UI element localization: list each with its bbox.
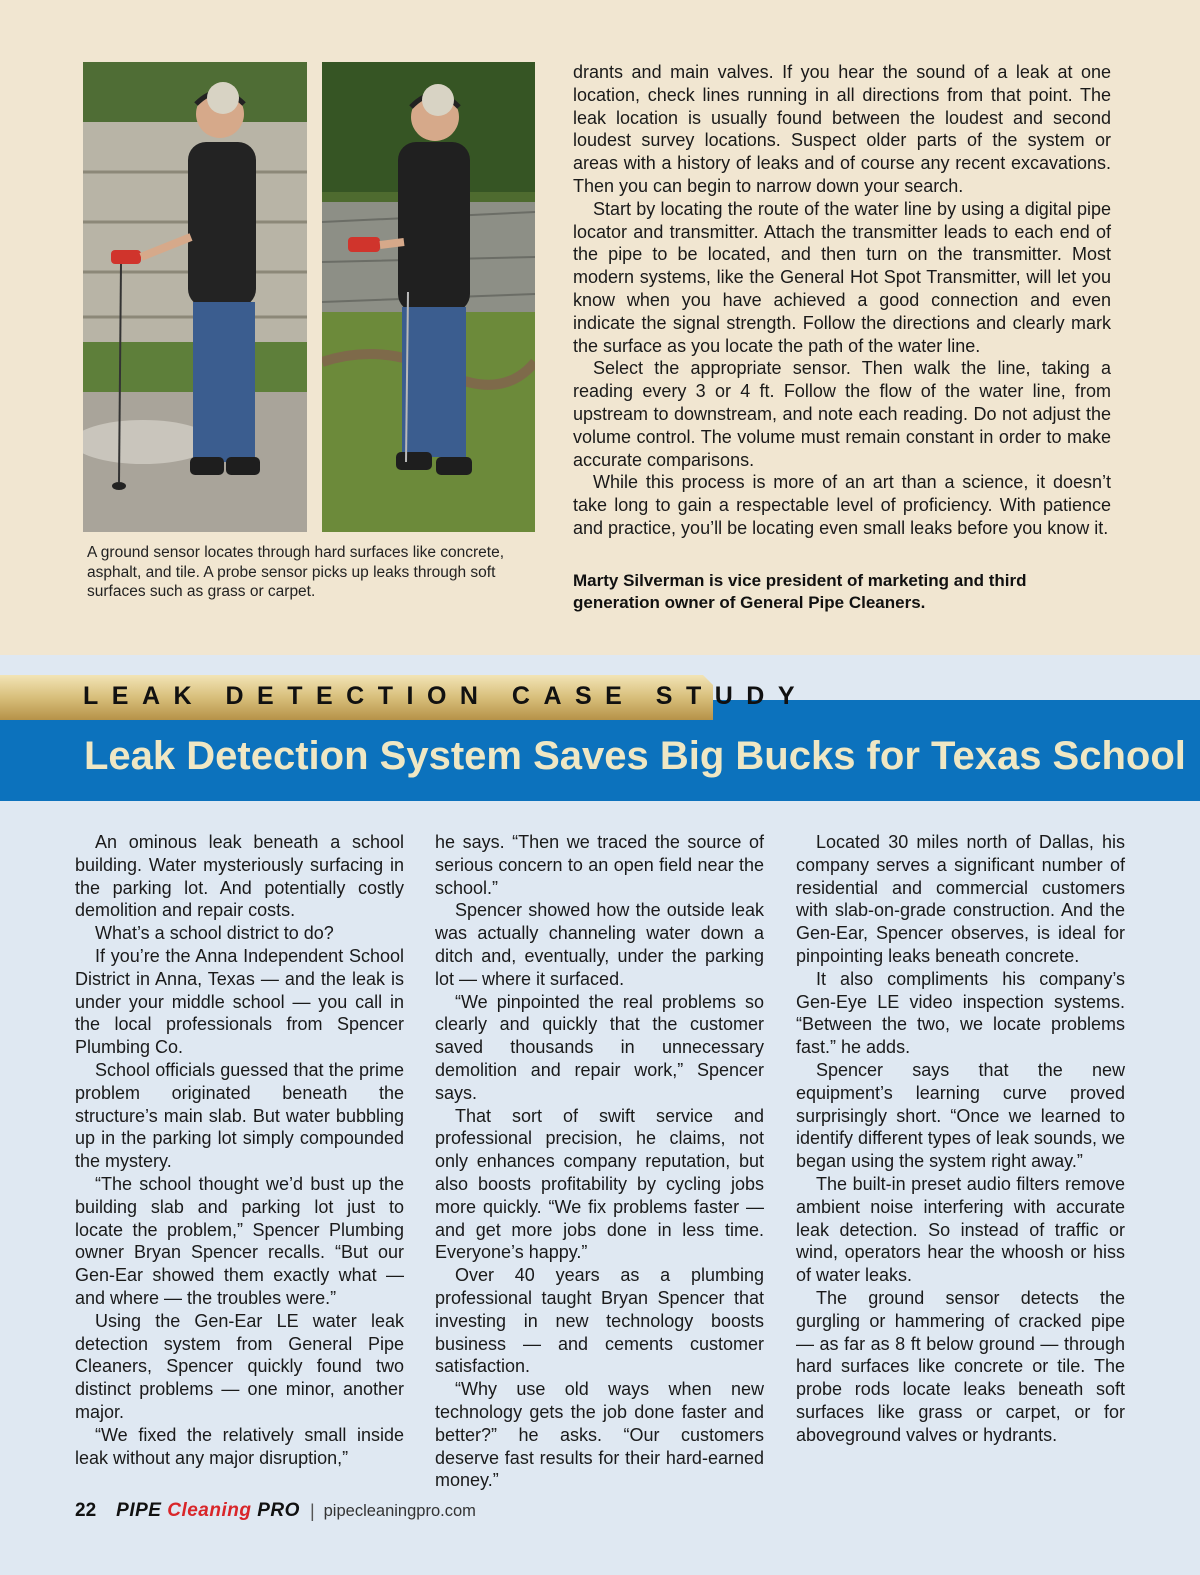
paragraph: Over 40 years as a plumbing professional taught Bryan Spencer that investing in new technology boosts business — and cements customer satisfaction. xyxy=(435,1265,764,1377)
paragraph: What’s a school district to do? xyxy=(95,923,334,944)
paragraph: “The school thought we’d bust up the building slab and parking lot just to locate the problem,” Spencer Plumbing owner Bryan Spencer recalls. “But our Gen-Ear showed them exactly what — and where — the troubles were.” xyxy=(75,1173,404,1308)
paragraph: If you’re the Anna Independent School District in Anna, Texas — and the leak is under your middle school — you call in the local professionals from Spencer Plumbing Co. xyxy=(75,945,404,1058)
top-article-text xyxy=(573,61,1111,540)
paragraph: It also compliments his company’s Gen-Eye LE video inspection systems. “Between the two, we locate problems fast.” he adds. xyxy=(796,968,1125,1058)
photo-probe-sensor xyxy=(322,62,535,532)
top-section xyxy=(0,0,1200,655)
article-column-3 xyxy=(796,831,1125,1447)
paragraph: Spencer showed how the outside leak was actually channeling water down a ditch and, eventually, under the parking lot — where it surfaced. xyxy=(435,900,764,989)
logo-pipe: PIPE xyxy=(116,1500,162,1521)
paragraph: School officials guessed that the prime problem originated beneath the structure’s main slab. But water bubbling up in the parking lot simply compounded the mystery. xyxy=(75,1059,404,1172)
section-label: LEAK DETECTION CASE STUDY xyxy=(83,682,809,710)
page-footer xyxy=(75,1496,476,1526)
photo-caption: A ground sensor locates through hard surfaces like concrete, asphalt, and tile. A probe sensor picks up leaks through soft surfaces such as grass or carpet. xyxy=(87,544,505,600)
paragraph: “We pinpointed the real problems so clearly and quickly that the customer saved thousands in unnecessary demolition and repair work,” Spencer says. xyxy=(435,991,764,1103)
page-number: 22 xyxy=(75,1500,97,1521)
photo-ground-sensor xyxy=(83,62,307,532)
article-column-1 xyxy=(75,831,404,1469)
paragraph: That sort of swift service and professional precision, he claims, not only enhances company reputation, but also boosts profitability by cycling jobs more quickly. “We fix problems faster — and get more jobs done in less time. Everyone’s happy.” xyxy=(435,1105,764,1263)
logo-pro: PRO xyxy=(257,1500,300,1521)
paragraph: Located 30 miles north of Dallas, his company serves a significant number of residential and commercial customers with slab-on-grade construction. And the Gen-Ear, Spencer observes, is ideal for pinpointing leaks beneath concrete. xyxy=(796,832,1125,966)
logo-cleaning: Cleaning xyxy=(167,1500,252,1521)
paragraph: Select the appropriate sensor. Then walk the line, taking a reading every 3 or 4 ft. Follow the flow of the water line, from upstream to downstream, and note each reading. Do not adjust the volume control. The volume must remain constant in order to make accurate comparisons. xyxy=(573,358,1111,470)
paragraph: Spencer says that the new equipment’s learning curve proved surprisingly short. “Once we learned to identify different types of leak sounds, we began using the system right away.” xyxy=(796,1059,1125,1172)
article-column-2 xyxy=(435,831,764,1492)
paragraph: he says. “Then we traced the source of serious concern to an open field near the school.” xyxy=(435,832,764,898)
paragraph: While this process is more of an art than a science, it doesn’t take long to gain a respectable level of proficiency. With patience and practice, you’ll be locating even small leaks before you know it. xyxy=(573,472,1111,538)
paragraph: “Why use old ways when new technology gets the job done faster and better?” he asks. “Our customers deserve fast results for their hard-earned money.” xyxy=(435,1379,764,1491)
website-link[interactable]: pipecleaningpro.com xyxy=(323,1501,476,1520)
paragraph: “We fixed the relatively small inside leak without any major disruption,” xyxy=(75,1424,404,1468)
paragraph: Start by locating the route of the water line by using a digital pipe locator and transmitter. Attach the transmitter leads to each end of the pipe to be located, and then turn on the transmitter. Most modern systems, like the General Hot Spot Transmitter, will let you know when you have achieved a good connection and even indicate the signal strength. Follow the directions and clearly mark the surface as you locate the path of the water line. xyxy=(573,198,1111,356)
paragraph: The built-in preset audio filters remove ambient noise interfering with accurate leak detection. So instead of traffic or wind, operators hear the whoosh or hiss of water leaks. xyxy=(796,1173,1125,1286)
paragraph: The ground sensor detects the gurgling or hammering of cracked pipe — as far as 8 ft below ground — through hard surfaces like concrete or tile. The probe rods locate leaks beneath soft surfaces like grass or carpet, or for aboveground valves or hydrants. xyxy=(796,1287,1125,1445)
magazine-logo xyxy=(116,1500,300,1522)
article-headline: Leak Detection System Saves Big Bucks for Texas School xyxy=(84,734,1186,778)
footer-separator: | xyxy=(309,1500,315,1521)
paragraph: An ominous leak beneath a school building. Water mysteriously surfacing in the parking lot. And potentially costly demolition and repair costs. xyxy=(75,832,404,921)
author-bio: Marty Silverman is vice president of marketing and third generation owner of General Pipe Cleaners. xyxy=(573,571,1027,612)
paragraph: Using the Gen-Ear LE water leak detection system from General Pipe Cleaners, Spencer quickly found two distinct problems — one minor, another major. xyxy=(75,1310,404,1422)
paragraph: drants and main valves. If you hear the sound of a leak at one location, check lines running in all directions from that point. The leak location is usually found between the loudest and second loudest survey locations. Suspect older parts of the system or areas with a history of leaks and of course any recent excavations. Then you can begin to narrow down your search. xyxy=(573,62,1111,196)
